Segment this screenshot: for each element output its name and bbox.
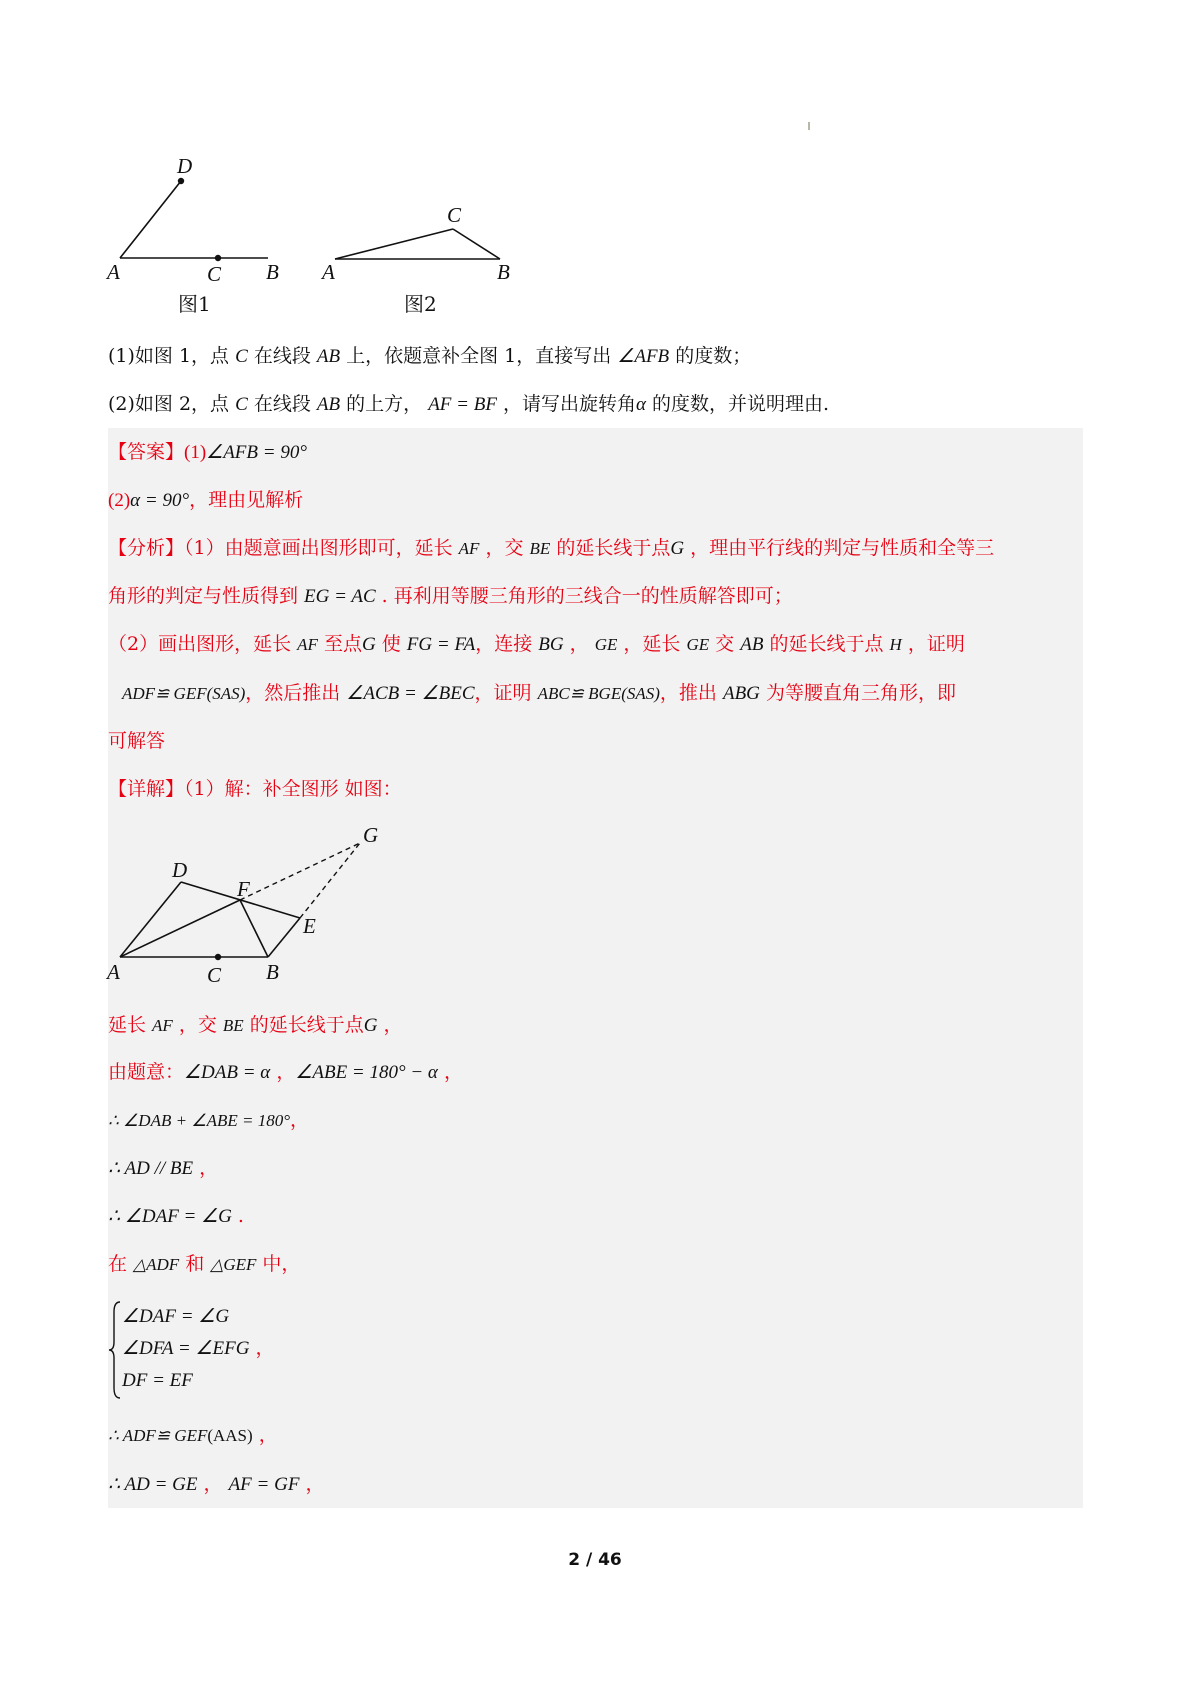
system-row-1: ∠DAF = ∠G [122, 1306, 230, 1327]
detail-step-8: ∴ AD = GE ， AF = GF ， [108, 1473, 325, 1495]
detail-step-2: 由题意：∠DAB = α ，∠ABE = 180° − α ， [108, 1061, 463, 1083]
fig3-label-c: C [207, 963, 222, 987]
analysis-line-5: 可解答 [108, 730, 166, 752]
analysis-line-3: （2）画出图形，延长 AF 至点G 使 FG = FA，连接 BG ， GE ，延长 GE 交 AB 的延长线于点 H ，证明 [108, 633, 965, 655]
analysis-line-4: ADF≌ GEF(SAS)，然后推出 ∠ACB = ∠BEC，证明 ABC≌ BGE(SAS)，推出 ABG 为等腰直角三角形，即 [122, 682, 956, 704]
page-number: 2 / 46 [568, 1550, 622, 1570]
fig2-caption: 图2 [404, 292, 437, 316]
detail-figure-solid [120, 882, 300, 957]
fig1-label-d: D [177, 154, 193, 178]
fig3-label-b: B [266, 960, 279, 984]
answer-line-1: 【答案】(1)∠AFB = 90° [108, 441, 307, 463]
fig3-label-e: E [303, 914, 316, 938]
detail-step-4: ∴ AD // BE ， [108, 1157, 219, 1179]
answer-line-2: (2)α = 90°，理由见解析 [108, 489, 304, 511]
fig1-label-c: C [207, 262, 222, 286]
detail-step-5: ∴ ∠DAF = ∠G . [108, 1205, 244, 1227]
system-brace [108, 1300, 122, 1400]
fig2-label-c: C [447, 203, 462, 227]
question-1: (1)如图 1，点 C 在线段 AB 上，依题意补全图 1，直接写出 ∠AFB 的度数； [108, 345, 752, 367]
detail-step-7: ∴ ADF≌ GEF(AAS) ， [108, 1424, 278, 1446]
fig3-label-g: G [363, 823, 379, 847]
analysis-line-2: 角形的判定与性质得到 EG = AC . 再利用等腰三角形的三线合一的性质解答即可； [108, 585, 793, 607]
analysis-line-1: 【分析】（1）由题意画出图形即可，延长 AF ，交 BE 的延长线于点G ，理由平行线的判定与性质和全等三 [108, 537, 995, 559]
fig1-label-b: B [266, 260, 279, 284]
detail-intro: 【详解】（1）解：补全图形 如图： [108, 778, 402, 800]
fig2-label-b: B [497, 260, 510, 284]
fig3-label-a: A [107, 960, 120, 984]
question-2: (2)如图 2，点 C 在线段 AB 的上方， AF = BF ，请写出旋转角α 的度数，并说明理由. [108, 393, 830, 415]
fig2-label-a: A [322, 260, 335, 284]
system-row-2: ∠DFA = ∠EFG ， [122, 1337, 275, 1359]
fig3-label-f: F [237, 877, 250, 901]
system-row-3: DF = EF [122, 1370, 193, 1391]
detail-figure-dashed [240, 843, 360, 918]
analysis-tag: 【分析】 [108, 537, 185, 559]
detail-step-3: ∴ ∠DAB + ∠ABE = 180°， [108, 1109, 310, 1131]
detail-tag: 【详解】 [108, 778, 185, 800]
fig1-label-a: A [107, 260, 120, 284]
detail-step-6: 在 △ADF 和 △GEF 中， [108, 1253, 301, 1275]
fig3-label-d: D [172, 858, 188, 882]
fig1-caption: 图1 [178, 292, 211, 316]
detail-step-1: 延长 AF ，交 BE 的延长线于点G ， [108, 1014, 403, 1036]
answer-tag: 【答案】 [108, 441, 185, 463]
